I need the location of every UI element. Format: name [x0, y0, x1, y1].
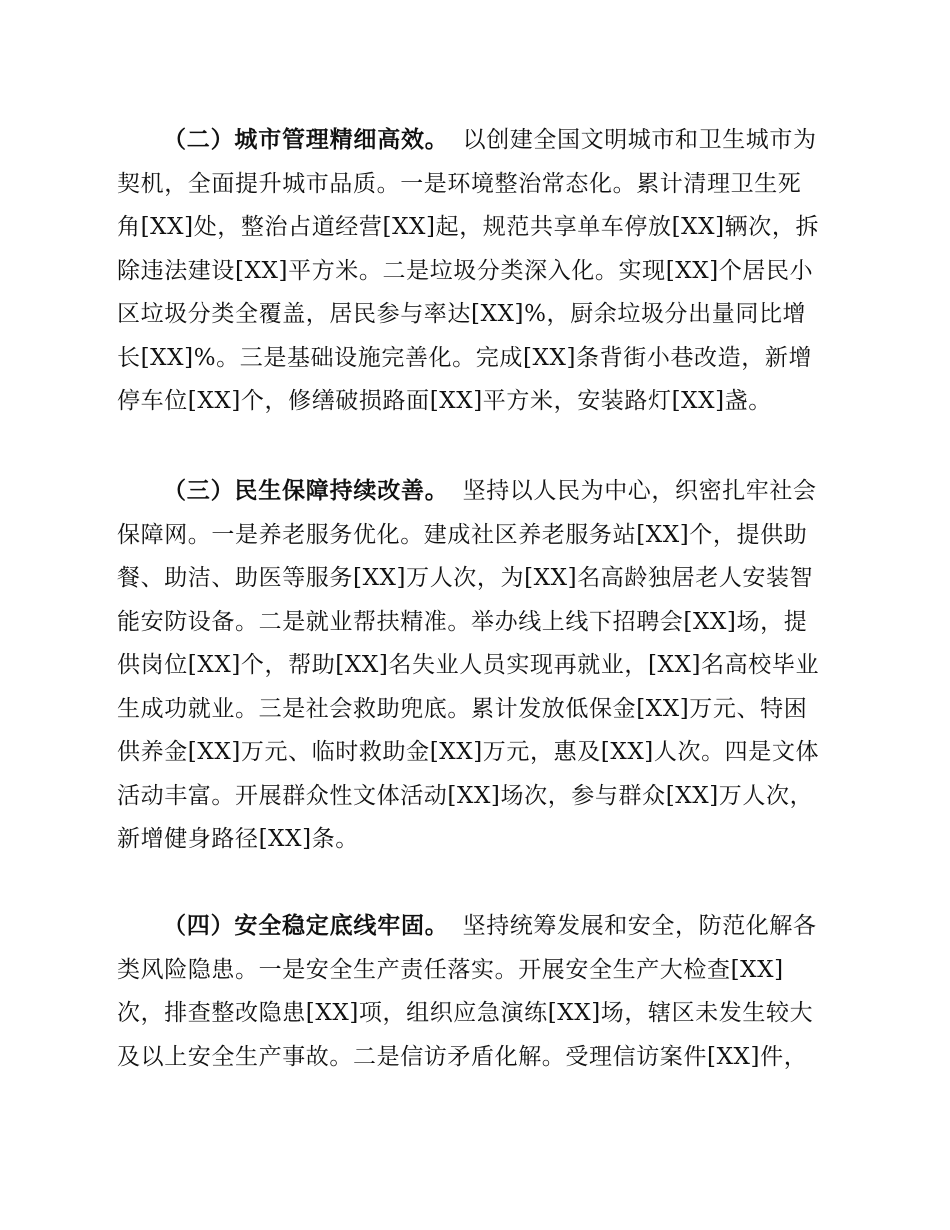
paragraph-line: 长[XX]%。三是基础设施完善化。完成[XX]条背街小巷改造，新增 [117, 344, 813, 371]
paragraph-line: 次，排查整改隐患[XX]项，组织应急演练[XX]场，辖区未发生较大 [117, 1000, 814, 1026]
paragraph-line: 新增健身路径[XX]条。 [117, 826, 359, 852]
section-livelihood-security [117, 470, 837, 862]
paragraph-first-line [117, 905, 837, 949]
section-heading: （二）城市管理精细高效。 [163, 127, 449, 153]
paragraph-first-line [117, 119, 837, 163]
paragraph-text: 坚持以人民为中心，织密扎牢社会 [462, 478, 817, 504]
paragraph-line: 契机，全面提升城市品质。一是环境整治常态化。累计清理卫生死 [117, 170, 802, 197]
paragraph-line: 除违法建设[XX]平方米。二是垃圾分类深入化。实现[XX]个居民小 [117, 257, 814, 284]
paragraph-line: 保障网。一是养老服务优化。建成社区养老服务站[XX]个，提供助 [117, 521, 808, 548]
paragraph-line: 供岗位[XX]个，帮助[XX]名失业人员实现再就业，[XX]名高校毕业 [117, 652, 820, 678]
paragraph-line: 餐、助洁、助医等服务[XX]万人次，为[XX]名高龄独居老人安装智 [117, 565, 814, 591]
section-safety-stability [117, 905, 837, 1079]
paragraph-line: 区垃圾分类全覆盖，居民参与率达[XX]%，厨余垃圾分出量同比增 [117, 301, 807, 327]
paragraph-line: 生成功就业。三是社会救助兜底。累计发放低保金[XX]万元、特困 [117, 695, 808, 722]
paragraph-line: 类风险隐患。一是安全生产责任落实。开展安全生产大检查[XX] [117, 956, 784, 983]
paragraph-line: 及以上安全生产事故。二是信访矛盾化解。受理信访案件[XX]件， [117, 1043, 808, 1070]
paragraph-line: 停车位[XX]个，修缮破损路面[XX]平方米，安装路灯[XX]盏。 [117, 388, 772, 414]
paragraph-line: 活动丰富。开展群众性文体活动[XX]场次，参与群众[XX]万人次， [117, 782, 814, 809]
paragraph-line: 供养金[XX]万元、临时救助金[XX]万元，惠及[XX]人次。四是文体 [117, 739, 820, 765]
paragraph-first-line [117, 470, 837, 514]
section-heading: （四）安全稳定底线牢固。 [163, 913, 449, 939]
paragraph-text: 坚持统筹发展和安全，防范化解各 [462, 913, 817, 939]
paragraph-line: 能安防设备。二是就业帮扶精准。举办线上线下招聘会[XX]场，提 [117, 608, 808, 635]
section-urban-management [117, 119, 837, 424]
paragraph-text: 以创建全国文明城市和卫生城市为 [462, 127, 817, 153]
section-heading: （三）民生保障持续改善。 [163, 478, 449, 504]
paragraph-line: 角[XX]处，整治占道经营[XX]起，规范共享单车停放[XX]辆次，拆 [117, 214, 820, 240]
